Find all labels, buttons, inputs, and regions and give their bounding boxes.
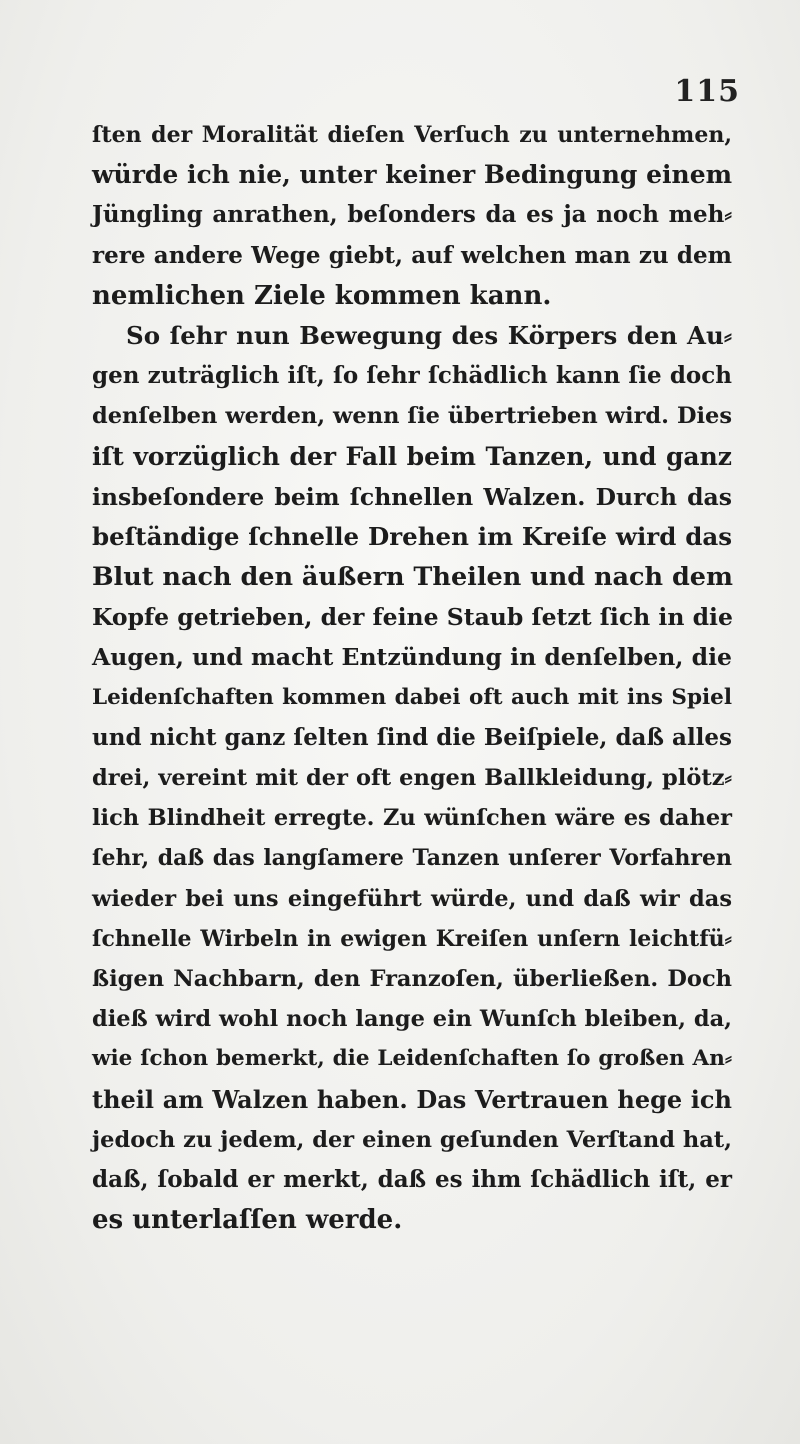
- text-line: und nicht ganz ſelten ſind die Beiſpiele, daß alles: [92, 723, 732, 751]
- body-text: [92, 115, 732, 1240]
- text-line: ſten der Moralität dieſen Verſuch zu unternehmen,: [92, 122, 732, 148]
- text-line: Jüngling anrathen, beſonders da es ja noch meh⸗: [92, 201, 732, 229]
- text-line: lich Blindheit erregte. Zu wünſchen wäre es daher: [92, 805, 732, 832]
- text-line: beſtändige ſchnelle Drehen im Kreiſe wird das: [92, 521, 732, 551]
- text-line: So ſehr nun Bewegung des Körpers den Au⸗: [126, 320, 732, 350]
- text-line: rere andere Wege giebt, auf welchen man zu dem: [92, 241, 732, 269]
- text-line: denſelben werden, wenn ſie übertrieben wird. Dies: [92, 403, 732, 430]
- text-line: theil am Walzen haben. Das Vertrauen hege ich: [92, 1084, 732, 1114]
- text-line: ſehr, daß das langſamere Tanzen unſerer Vorfahren: [92, 845, 732, 872]
- text-line: daß, ſobald er merkt, daß es ihm ſchädlich iſt, er: [92, 1165, 732, 1193]
- text-line: Leidenſchaften kommen dabei oft auch mit ins Spiel: [92, 684, 732, 710]
- text-line: wie ſchon bemerkt, die Leidenſchaften ſo großen An⸗: [92, 1046, 732, 1072]
- text-line: Blut nach den äußern Theilen und nach dem: [92, 562, 734, 593]
- text-line: drei, vereint mit der oft engen Ballkleidung, plötz⸗: [92, 765, 732, 791]
- text-line: Kopfe getrieben, der feine Staub ſetzt ſich in die: [92, 603, 733, 632]
- text-line: Augen, und macht Entzündung in denſelben, die: [92, 643, 732, 672]
- text-line: dieß wird wohl noch lange ein Wunſch bleiben, da,: [92, 1006, 732, 1033]
- text-line: wieder bei uns eingeführt würde, und daß wir das: [92, 885, 732, 912]
- text-line: gen zuträglich iſt, ſo ſehr ſchädlich kann ſie doch: [92, 362, 732, 390]
- text-line: würde ich nie, unter keiner Bedingung einem: [92, 160, 733, 190]
- text-line: jedoch zu jedem, der einen geſunden Verſtand hat,: [92, 1126, 732, 1153]
- text-line: ßigen Nachbarn, den Franzoſen, überließen. Doch: [92, 965, 732, 992]
- text-line: ſchnelle Wirbeln in ewigen Kreiſen unſern leichtfü⸗: [92, 925, 732, 952]
- page-number: 115: [674, 74, 740, 109]
- text-line: es unterlaſſen werde.: [92, 1205, 403, 1236]
- text-line: nemlichen Ziele kommen kann.: [92, 280, 552, 311]
- text-line: iſt vorzüglich der Fall beim Tanzen, und ganz: [92, 441, 732, 471]
- text-line: insbeſondere beim ſchnellen Walzen. Durch das: [92, 482, 732, 511]
